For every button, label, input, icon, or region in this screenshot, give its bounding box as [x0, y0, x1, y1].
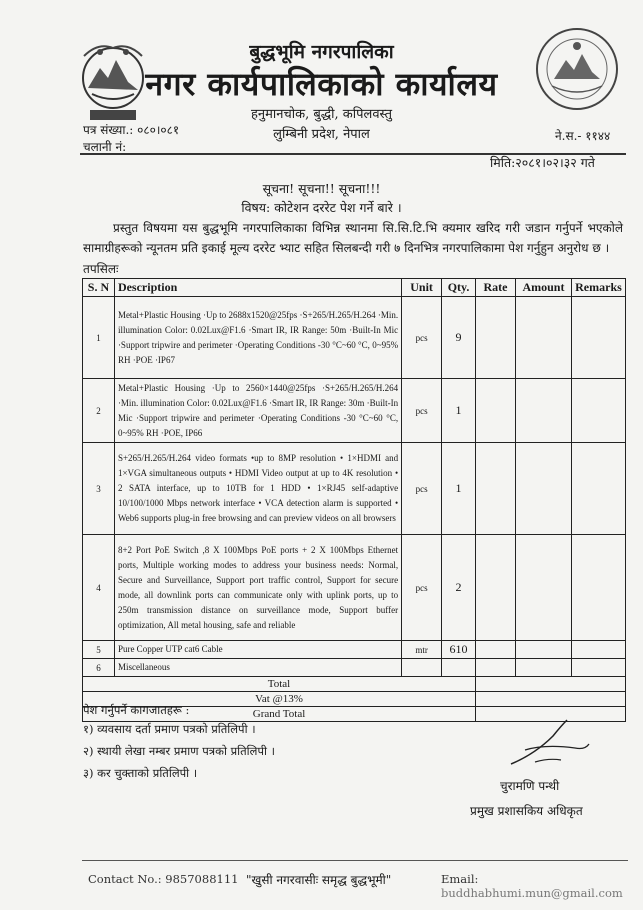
row-unit: pcs: [402, 379, 442, 443]
vat-value: [476, 692, 626, 707]
document-item: २) स्थायी लेखा नम्बर प्रमाण पत्रको प्रतिलिपी ।: [83, 744, 275, 758]
handwritten-signature: [505, 714, 595, 774]
row-remarks: [571, 443, 625, 535]
row-rate: [476, 443, 516, 535]
col-qty: Qty.: [442, 279, 476, 297]
documents-heading: पेश गर्नुपर्ने कागजातहरू :: [83, 703, 190, 717]
letter-date: मिति:२०८१।०२।३२ गते: [490, 155, 595, 170]
row-remarks: [571, 535, 625, 641]
total-value: [476, 677, 626, 692]
total-label: Total: [83, 677, 476, 692]
row-remarks: [571, 379, 625, 443]
col-unit: Unit: [402, 279, 442, 297]
document-item: ३) कर चुक्ताको प्रतिलिपी ।: [83, 766, 198, 780]
row-unit: pcs: [402, 535, 442, 641]
province-line: लुम्बिनी प्रदेश, नेपाल: [273, 127, 370, 142]
row-amount: [515, 641, 571, 659]
footer-divider: [82, 860, 628, 861]
row-rate: [476, 659, 516, 677]
row-amount: [515, 659, 571, 677]
row-amount: [515, 443, 571, 535]
row-rate: [476, 535, 516, 641]
grand-total-label: Grand Total: [83, 707, 476, 722]
table-row: [83, 443, 626, 535]
col-rate: Rate: [476, 279, 516, 297]
quotation-table: [82, 278, 626, 722]
row-remarks: [571, 641, 625, 659]
email-address[interactable]: buddhabhumi.mun@gmail.com: [441, 886, 623, 900]
row-qty: 1: [442, 379, 476, 443]
signatory-title: प्रमुख प्रशासकिय अधिकृत: [470, 804, 583, 818]
row-unit: pcs: [402, 443, 442, 535]
table-row: [83, 641, 626, 659]
notice-body: प्रस्तुत विषयमा यस बुद्धभूमि नगरपालिकाका विभिन्न स्थानमा सि.सि.टि.भि क्यमार खरिद गरी जडान गर्नुपर्ने भएकोले सामाग्रीहरूको न्यूनतम प्रति इकाई मूल्य दररेट भ्याट सहित सिलबन्दी गरी ७ दिनभित्र नगरपालिकामा पेश गर्नुहुन अनुरोध छ ।: [83, 221, 623, 255]
row-rate: [476, 641, 516, 659]
row-amount: [515, 297, 571, 379]
address-line: हनुमानचोक, बुद्धी, कपिलवस्तु: [250, 107, 393, 122]
row-unit: pcs: [402, 297, 442, 379]
col-sn: S. N: [83, 279, 115, 297]
row-amount: [515, 535, 571, 641]
row-remarks: [571, 659, 625, 677]
notice-subject: विषय: कोटेशन दररेट पेश गर्ने बारे ।: [241, 200, 402, 215]
row-sn: 1: [83, 297, 115, 379]
vat-label: Vat @13%: [83, 692, 476, 707]
total-row: [83, 677, 626, 692]
row-description: Metal+Plastic Housing ·Up to 2688x1520@25fps ·S+265/H.265/H.264 ·Min. illumination Color: 0.02Lux@F1.6 ·Smart IR, IR Range: 50m ·Built-In Mic ·Support tripwire and perimeter ·Operating Conditions -30 °C~60 °C, 0~95% RH ·POE ·IP67: [114, 297, 401, 379]
contact-number: Contact No.: 9857088111: [88, 872, 239, 886]
row-unit: mtr: [402, 641, 442, 659]
row-description: S+265/H.265/H.264 video formats •up to 8MP resolution • 1×HDMI and 1×VGA simultaneous outputs • HDMI Video output at up to 4K resolution • 2 SATA interface, up to 10TB for 1 HDD • 1×RJ45 self-adaptive 10/100/1000 Mbps network interface • VCA detection alarm is supported • Web6 supports plug-in free browsing and can preview videos on all browsers: [114, 443, 401, 535]
details-label: तपसिलः: [83, 262, 119, 276]
row-qty: 610: [442, 641, 476, 659]
slogan: "खुसी नगरवासीः समृद्ध बुद्धभूमी": [246, 873, 392, 887]
table-header-row: [83, 279, 626, 297]
row-sn: 3: [83, 443, 115, 535]
municipality-name: बुद्धभूमि नगरपालिका: [249, 41, 394, 63]
office-name: नगर कार्यपालिकाको कार्यालय: [145, 65, 498, 103]
row-rate: [476, 379, 516, 443]
row-qty: 9: [442, 297, 476, 379]
row-qty: [442, 659, 476, 677]
email-label: Email:: [441, 872, 479, 886]
row-sn: 2: [83, 379, 115, 443]
nepal-sambat-year: ने.स.- ११४४: [555, 129, 611, 143]
row-description: Miscellaneous: [114, 659, 401, 677]
row-description: Pure Copper UTP cat6 Cable: [114, 641, 401, 659]
row-amount: [515, 379, 571, 443]
col-remarks: Remarks: [571, 279, 625, 297]
row-description: 8+2 Port PoE Switch ,8 X 100Mbps PoE ports + 2 X 100Mbps Ethernet ports, Multiple working modes to address your business needs: Normal, Secure and Surveillance, Support port traffic control, Support for secure mode, all downlink ports can communicate only with uplink ports, up to 250m transmission distance on surveillance mode, Support buffer optimization, All metal housing, safe and reliable: [114, 535, 401, 641]
notice-title: सूचना! सूचना!! सूचना!!!: [262, 181, 381, 196]
row-qty: 2: [442, 535, 476, 641]
row-rate: [476, 297, 516, 379]
signatory-name: चुरामणि पन्थी: [500, 779, 560, 793]
table-row: [83, 535, 626, 641]
table-row: [83, 659, 626, 677]
document-item: १) व्यवसाय दर्ता प्रमाण पत्रको प्रतिलिपी ।: [83, 722, 256, 736]
letter-reference-number: पत्र संख्या.: ०८०।०८१: [83, 123, 180, 137]
table-row: [83, 379, 626, 443]
table-row: [83, 297, 626, 379]
dispatch-number: चलानी नं:: [83, 140, 127, 154]
col-description: Description: [114, 279, 401, 297]
row-sn: 4: [83, 535, 115, 641]
row-sn: 5: [83, 641, 115, 659]
row-description: Metal+Plastic Housing ·Up to 2560×1440@25fps ·S+265/H.265/H.264 ·Min. illumination Color: 0.02Lux@F1.6 ·Smart IR, IR Range: 30m ·Built-In Mic ·Support tripwire and perimeter ·Operating Conditions -30 °C~60 °C, 0~95% RH ·POE, IP66: [114, 379, 401, 443]
row-remarks: [571, 297, 625, 379]
row-unit: [402, 659, 442, 677]
row-qty: 1: [442, 443, 476, 535]
col-amount: Amount: [515, 279, 571, 297]
email-line: [441, 872, 643, 900]
row-sn: 6: [83, 659, 115, 677]
